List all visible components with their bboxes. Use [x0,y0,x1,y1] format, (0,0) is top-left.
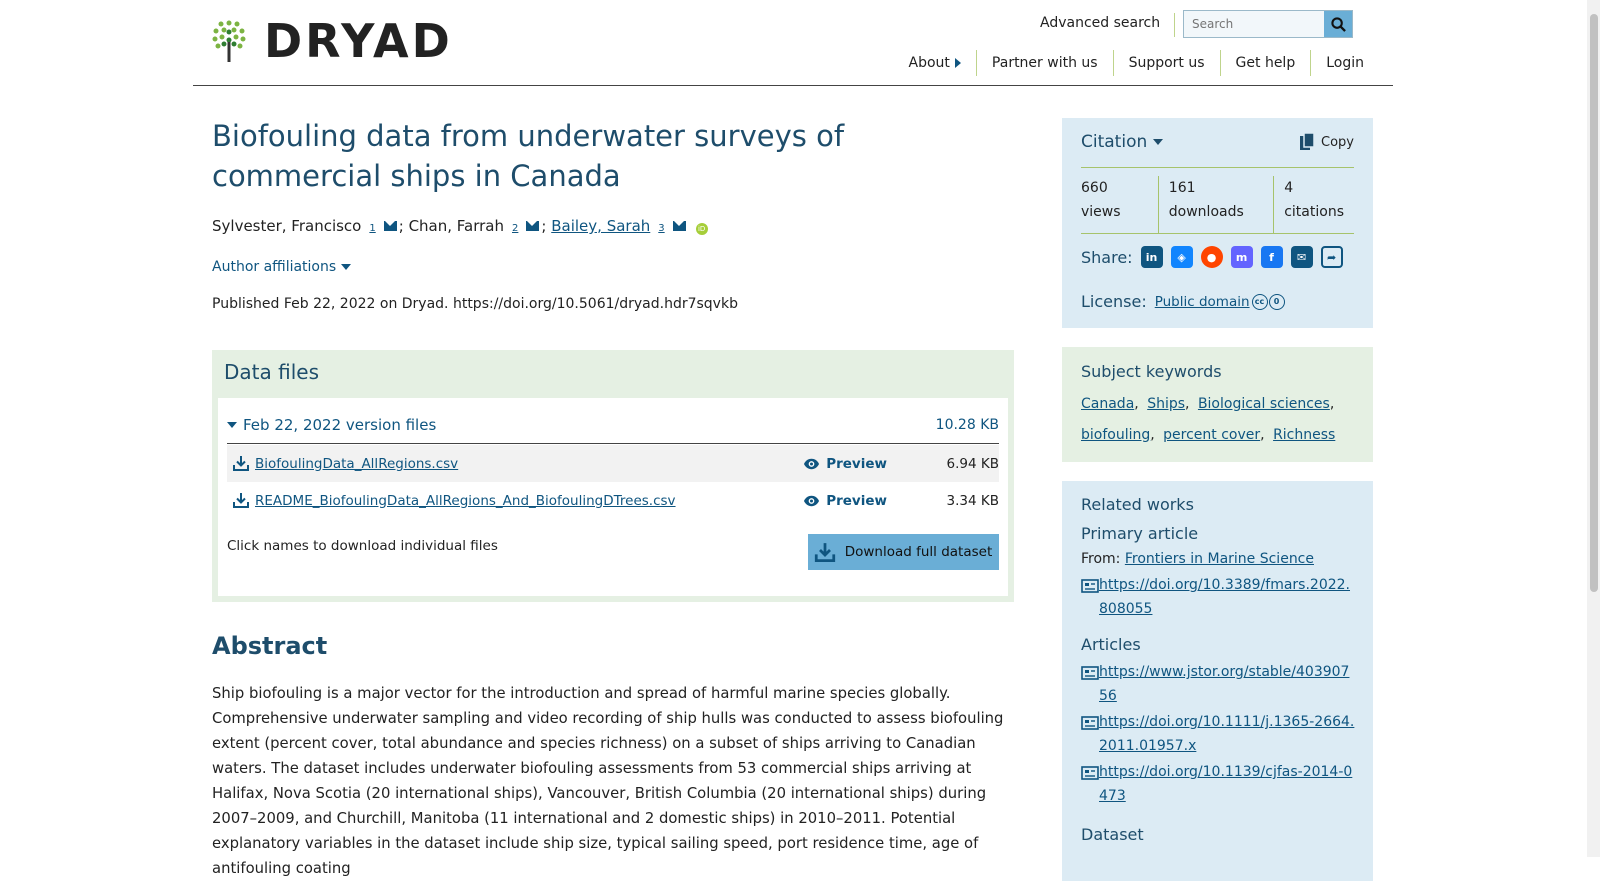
citation-heading: Citation [1081,132,1148,152]
affiliation-ref[interactable]: 2 [512,223,519,234]
dataset-heading: Dataset [1081,825,1144,844]
nav-support-label: Support us [1128,55,1205,71]
related-link-row [1081,661,1363,708]
related-link-row [1081,711,1363,758]
email-icon[interactable]: ✉ [1291,246,1313,268]
nav-about[interactable] [894,50,976,76]
linkedin-icon[interactable]: in [1141,246,1163,268]
author-affiliations-label: Author affiliations [212,259,337,275]
views-stat [1081,176,1158,233]
nav-login-label: Login [1326,55,1364,71]
tree-logo-icon [212,20,246,62]
preview-label: Preview [826,492,887,509]
keyword-link[interactable]: Biological sciences [1197,396,1330,412]
search-input[interactable] [1184,11,1324,37]
license-row [1081,292,1285,311]
nav-help-label: Get help [1235,55,1296,71]
dataset-title: Biofouling data from underwater surveys of commercial ships in Canada [212,119,845,193]
main-nav [894,50,1379,76]
citation-panel [1062,118,1373,328]
advanced-search-link[interactable]: Advanced search [1040,13,1175,37]
author-link[interactable]: Bailey, Sarah [551,217,651,235]
share-icon[interactable]: ➦ [1321,246,1343,268]
related-link-row [1081,574,1363,621]
article-icon [1081,766,1099,780]
email-icon[interactable] [526,221,539,231]
cc-icon: cc [1252,294,1268,310]
nav-support[interactable] [1113,50,1220,76]
download-icon [233,456,249,471]
share-label: Share: [1081,247,1133,267]
caret-down-icon [1153,139,1163,145]
primary-article-heading: Primary article [1081,524,1199,543]
keyword-link[interactable]: biofouling [1081,427,1151,443]
author-separator: ; [398,217,404,235]
related-link-row [1081,761,1363,808]
keyword-link[interactable]: Canada [1081,396,1135,412]
caret-down-icon [227,422,237,428]
citations-stat [1273,176,1354,233]
nav-partner-label: Partner with us [991,55,1098,71]
download-full-label: Download full dataset [844,544,993,560]
articles-heading: Articles [1081,635,1141,654]
bluesky-icon[interactable]: ◈ [1171,246,1193,268]
citations-count: 4 [1284,180,1294,196]
article-link[interactable]: https://doi.org/10.1111/j.1365-2664.2011.01957.x [1099,714,1355,754]
views-count: 660 [1081,180,1108,196]
nav-about-label: About [908,55,950,71]
preview-button[interactable] [803,456,930,472]
version-row [227,414,999,444]
mastodon-icon[interactable]: m [1231,246,1253,268]
file-row [227,445,999,482]
article-icon [1081,579,1099,593]
scrollbar-thumb[interactable] [1590,14,1598,592]
eye-icon [803,495,820,507]
download-full-dataset-button[interactable] [808,534,999,570]
keyword-link[interactable]: percent cover [1163,427,1261,443]
share-row [1081,246,1343,268]
views-label: views [1081,204,1121,220]
downloads-stat [1158,176,1273,233]
copy-label: Copy [1321,134,1354,150]
author-affiliations-toggle[interactable] [212,259,351,275]
site-header [193,0,1393,86]
downloads-label: downloads [1168,204,1244,220]
eye-icon [803,458,820,470]
keywords-panel [1062,347,1373,462]
data-files-heading: Data files [224,360,319,384]
abstract-heading: Abstract [212,632,328,660]
search-button[interactable] [1324,11,1352,37]
download-icon [815,543,835,562]
citation-header [1081,130,1354,168]
author-separator: ; [541,217,547,235]
metrics-row [1081,176,1354,234]
email-icon[interactable] [384,221,397,231]
download-icon [233,493,249,508]
from-label: From: [1081,551,1121,567]
primary-article-source [1081,551,1314,567]
reddit-icon[interactable]: ● [1201,246,1223,268]
published-line: Published Feb 22, 2022 on Dryad. https://doi.org/10.5061/dryad.hdr7sqvkb [212,296,738,312]
article-link[interactable]: https://doi.org/10.1139/cjfas-2014-0473 [1099,764,1353,804]
affiliation-ref[interactable]: 3 [658,223,665,234]
email-icon[interactable] [673,221,686,231]
author-list [212,217,708,235]
keywords-list: Canada, Ships, Biological sciences, biofouling, percent cover, Richness [1081,396,1336,443]
data-files-inner [218,398,1008,596]
dryad-logo[interactable] [212,16,453,66]
author-name: Chan, Farrah [408,217,505,235]
license-label: License: [1081,292,1147,311]
abstract-text: Ship biofouling is a major vector for the introduction and spread of harmful marine species globally. Comprehensive underwater sampling and video recording of ship hulls was conducted to assess biofouling extent (percent cover, total abundance and species richness) on a subset of ships arriving to Canadian waters. The dataset includes underwater biofouling assessments from 53 commercial ships arriving at Halifax, Nova Scotia (20 international ships), Vancouver, British Columbia (20 international ships) during 2007–2009, and Churchill, Manitoba (11 international and 2 domestic ships) in 2010–2011. Potential explanatory variables in the dataset include ship size, typical sailing speed, port residence time, age of antifouling coating [212,685,1004,877]
journal-link[interactable]: Frontiers in Marine Science [1124,551,1314,567]
primary-article-link[interactable]: https://doi.org/10.3389/fmars.2022.808055 [1099,577,1350,617]
data-files-panel [212,350,1014,602]
search-form [1183,10,1353,38]
citations-label: citations [1284,204,1344,220]
related-works-heading: Related works [1081,495,1194,514]
cc-zero-icon [1252,294,1285,310]
facebook-icon[interactable]: f [1261,246,1283,268]
file-size: 6.94 KB [946,455,999,472]
clipboard-icon [1299,133,1315,151]
downloads-count: 161 [1168,180,1196,196]
logo-wordmark: DRYAD [264,14,453,68]
version-size: 10.28 KB [935,417,999,433]
keyword-link[interactable]: Ships [1147,396,1186,412]
affiliation-ref[interactable]: 1 [369,223,376,234]
caret-down-icon [341,264,351,270]
related-works-panel [1062,481,1373,881]
citation-toggle[interactable] [1081,130,1163,154]
caret-right-icon [955,58,961,68]
copy-citation-button[interactable] [1299,130,1354,154]
license-link[interactable]: Public domain [1154,293,1250,310]
preview-button[interactable] [803,493,930,509]
search-icon [1331,17,1346,32]
zero-icon: 0 [1269,294,1285,310]
keywords-heading: Subject keywords [1081,362,1222,381]
file-row [227,482,999,519]
article-link[interactable]: https://www.jstor.org/stable/40390756 [1099,664,1350,704]
article-icon [1081,666,1099,680]
file-size: 3.34 KB [946,492,999,509]
preview-label: Preview [826,455,887,472]
page-scrollbar[interactable] [1587,0,1600,857]
version-toggle[interactable] [227,414,436,436]
nav-partner[interactable] [976,50,1113,76]
orcid-icon[interactable]: iD [696,223,708,235]
file-download-link[interactable]: BiofoulingData_AllRegions.csv [255,455,459,472]
nav-help[interactable] [1220,50,1311,76]
keyword-link[interactable]: Richness [1273,427,1336,443]
version-label: Feb 22, 2022 version files [243,416,437,434]
download-note: Click names to download individual files [227,538,498,554]
file-download-link[interactable]: README_BiofoulingData_AllRegions_And_BiofoulingDTrees.csv [255,492,676,509]
nav-login[interactable] [1310,50,1379,76]
author-name: Sylvester, Francisco [212,217,362,235]
article-icon [1081,716,1099,730]
